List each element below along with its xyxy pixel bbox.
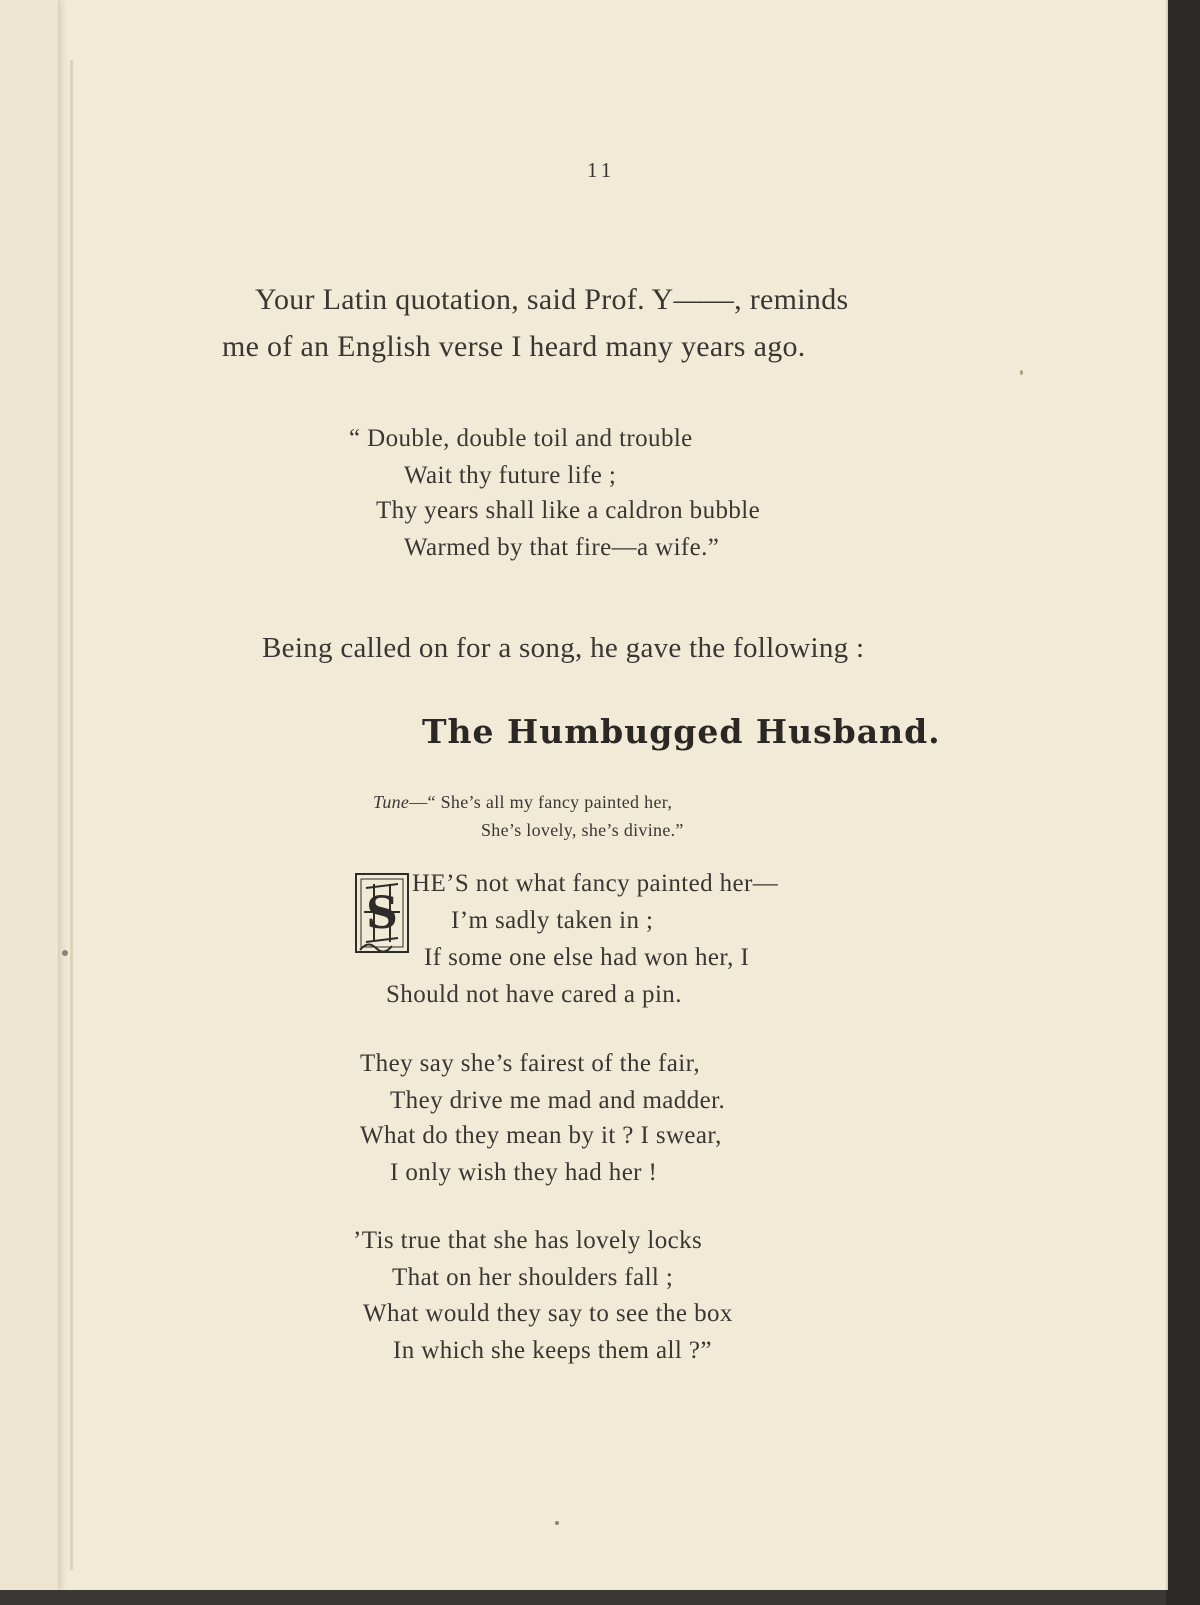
stanza1-line-4: Should not have cared a pin. [386, 981, 682, 1008]
paper-speck [62, 950, 68, 956]
tune-label: Tune [373, 792, 410, 812]
page-gutter [70, 60, 73, 1570]
stanza1-line-1: HE’S not what fancy painted her— [412, 870, 779, 897]
quote-line-1: “ Double, double toil and trouble [349, 425, 693, 452]
stanza2-line-1: They say she’s fairest of the fair, [360, 1050, 700, 1077]
paper-speck [1020, 370, 1023, 375]
stanza3-line-4: In which she keeps them all ?” [393, 1337, 712, 1364]
stanza2-line-3: What do they mean by it ? I swear, [360, 1122, 722, 1149]
stanza2-line-2: They drive me mad and madder. [390, 1087, 726, 1114]
stanza3-line-2: That on her shoulders fall ; [392, 1264, 674, 1291]
dropcap-letter: S [366, 888, 398, 939]
paper-speck [555, 1521, 559, 1525]
tune-line-2: She’s lovely, she’s divine.” [481, 820, 684, 840]
ornamental-dropcap [354, 872, 410, 954]
song-title: The Humbugged Husband. [422, 712, 941, 751]
tune-line-1 [373, 792, 672, 813]
intro-line-1: Your Latin quotation, said Prof. Y——, reminds [255, 283, 849, 316]
quote-line-3: Thy years shall like a caldron bubble [376, 497, 761, 524]
stanza3-line-3: What would they say to see the box [363, 1300, 733, 1327]
stanza1-line-3: If some one else had won her, I [424, 944, 750, 971]
quote-line-2: Wait thy future life ; [404, 462, 617, 489]
stanza3-line-1: ’Tis true that she has lovely locks [353, 1227, 703, 1254]
tune-text-1: —“ She’s all my fancy painted her, [409, 792, 673, 812]
page-number: 11 [587, 158, 616, 182]
stanza1-line-2: I’m sadly taken in ; [451, 907, 654, 934]
stanza2-line-4: I only wish they had her ! [390, 1159, 658, 1186]
intro-line-2: me of an English verse I heard many years ago. [222, 330, 806, 363]
song-intro: Being called on for a song, he gave the following : [262, 632, 865, 664]
cover-edge [0, 1590, 1166, 1605]
facing-page-edge [0, 0, 59, 1590]
quote-line-4: Warmed by that fire—a wife.” [404, 534, 720, 561]
